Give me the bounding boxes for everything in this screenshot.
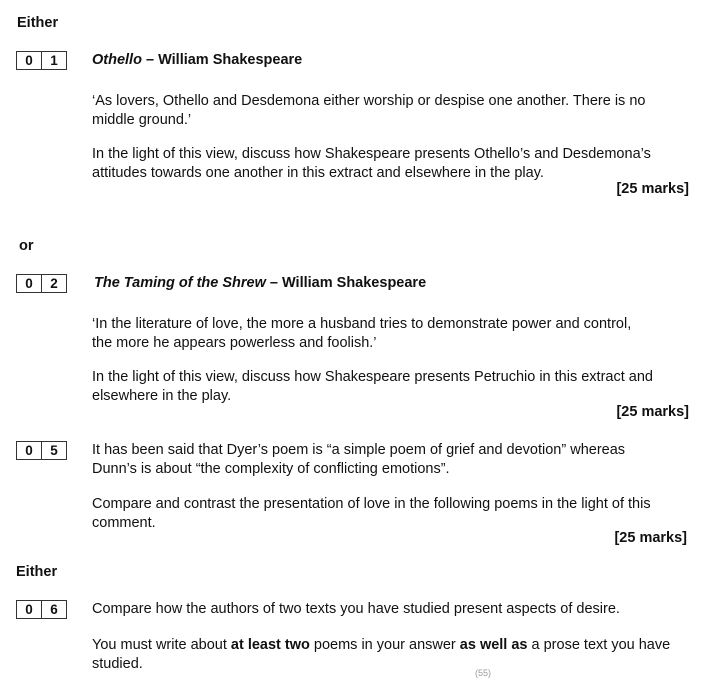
page-footer-mark: (55) — [475, 668, 492, 678]
requirement-text: a prose text you have studied. — [92, 637, 671, 672]
question-intro-06: Compare how the authors of two texts you have studied present aspects of desire. — [92, 601, 620, 617]
question-number-digit: 6 — [41, 601, 66, 618]
question-number-02 — [16, 274, 67, 293]
question-number-digit: 2 — [41, 275, 66, 292]
question-intro-05: It has been said that Dyer’s poem is “a simple poem of grief and devotion” whereas Dunn’s is about “the complexity of conflicting emotions”. — [92, 442, 626, 477]
title-rest: – William Shakespeare — [265, 275, 427, 291]
section-label-or: or — [19, 238, 34, 254]
marks-05: [25 marks] — [614, 530, 687, 546]
question-number-digit: 1 — [41, 52, 66, 69]
question-task-05: Compare and contrast the presentation of love in the following poems in the light of this comment. — [92, 496, 651, 531]
question-title-02 — [94, 274, 426, 293]
question-number-digit: 0 — [25, 602, 33, 617]
section-label-either: Either — [17, 15, 59, 31]
question-number-digit: 0 — [25, 276, 33, 291]
question-task-02: In the light of this view, discuss how Shakespeare presents Petruchio in this extract and elsewhere in the play. — [92, 369, 653, 404]
title-rest: – William Shakespeare — [141, 52, 303, 68]
question-quote-01: ‘As lovers, Othello and Desdemona either worship or despise one another. There is no middle ground.’ — [92, 93, 646, 128]
requirement-text: You must write about — [92, 637, 231, 653]
question-title-01 — [92, 51, 302, 70]
marks-01: [25 marks] — [616, 181, 689, 197]
requirement-emphasis: at least two — [230, 637, 310, 653]
title-italic: Othello — [92, 52, 142, 68]
question-number-digit: 5 — [41, 442, 66, 459]
question-requirement-06 — [92, 636, 692, 674]
requirement-emphasis: as well as — [459, 637, 528, 653]
question-number-01 — [16, 51, 67, 70]
section-label-either-2: Either — [16, 564, 58, 580]
question-number-digit: 0 — [25, 443, 33, 458]
question-quote-02: ‘In the literature of love, the more a husband tries to demonstrate power and control, the more he appears powerless and foolish.’ — [92, 316, 632, 351]
requirement-text: poems in your answer — [309, 637, 460, 653]
question-number-05 — [16, 441, 67, 460]
marks-02: [25 marks] — [616, 404, 689, 420]
question-task-01: In the light of this view, discuss how Shakespeare presents Othello’s and Desdemona’s attitudes towards one another in this extract and elsewhere in the play. — [92, 146, 651, 181]
question-number-digit: 0 — [25, 53, 33, 68]
question-number-06 — [16, 600, 67, 619]
title-italic: The Taming of the Shrew — [94, 275, 266, 291]
